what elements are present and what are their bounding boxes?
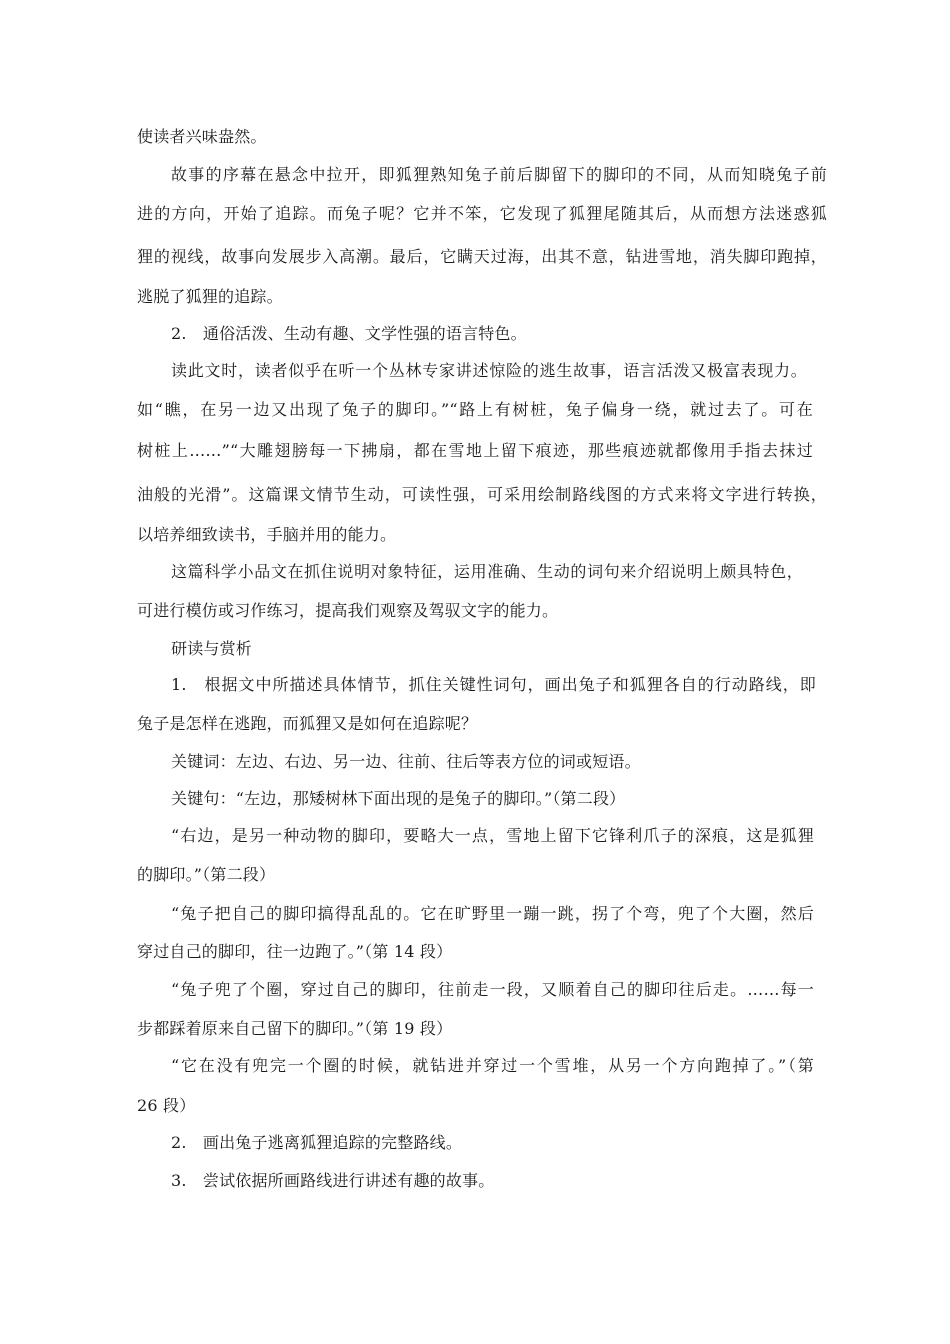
- text-line: “兔子兜了个圈，穿过自己的脚印，往前走一段，又顺着自己的脚印往后走。……每一: [171, 980, 814, 999]
- text-line: 故事的序幕在悬念中拉开，即狐狸熟知兔子前后脚留下的脚印的不同，从而知晓兔子前: [171, 165, 827, 184]
- text-line: 使读者兴味盎然。: [137, 127, 267, 146]
- text-line: 可进行模仿或习作练习，提高我们观察及驾驭文字的能力。: [137, 601, 559, 620]
- text-line: 这篇科学小品文在抓住说明对象特征，运用准确、生动的词句来介绍说明上颇具特色，: [171, 562, 803, 581]
- text-line: 进的方向，开始了追踪。而兔子呢？它并不笨，它发现了狐狸尾随其后，从而想方法迷惑狐: [137, 204, 827, 223]
- list-item: 3. 尝试依据所画路线进行讲述有趣的故事。: [171, 1171, 495, 1190]
- text-line: 如“瞧，在另一边又出现了兔子的脚印。”“路上有树桩，兔子偏身一绕，就过去了。可在: [137, 400, 813, 419]
- text-line: “右边，是另一种动物的脚印，要略大一点，雪地上留下它锋利爪子的深痕，这是狐狸: [171, 826, 814, 845]
- list-item: 2. 画出兔子逃离狐狸追踪的完整路线。: [171, 1133, 463, 1152]
- text-line: 26 段）: [137, 1096, 196, 1115]
- text-line: 穿过自己的脚印，往一边跑了。”（第 14 段）: [137, 942, 453, 961]
- list-item: 1. 根据文中所描述具体情节，抓住关键性词句，画出兔子和狐狸各自的行动路线，即: [171, 675, 816, 694]
- text-line: 逃脱了狐狸的追踪。: [137, 287, 283, 306]
- text-line: 树桩上……”“大雕翅膀每一下拂扇，都在雪地上留下痕迹，那些痕迹就都像用手指去抹过: [137, 441, 813, 460]
- text-line: 以培养细致读书，手脑并用的能力。: [137, 525, 397, 544]
- section-heading: 研读与赏析: [171, 639, 253, 658]
- text-line: 关键词：左边、右边、另一边、往前、往后等表方位的词或短语。: [171, 752, 641, 771]
- text-line: 兔子是怎样在逃跑，而狐狸又是如何在追踪呢？: [137, 714, 478, 733]
- text-line: 步都踩着原来自己留下的脚印。”（第 19 段）: [137, 1019, 453, 1038]
- text-line: 油般的光滑”。这篇课文情节生动，可读性强，可采用绘制路线图的方式来将文字进行转换，: [137, 485, 827, 504]
- text-line: 关键句：“左边，那矮树林下面出现的是兔子的脚印。”（第二段）: [171, 789, 626, 808]
- text-line: “它在没有兜完一个圈的时候，就钻进并穿过一个雪堆，从另一个方向跑掉了。”（第: [171, 1056, 814, 1075]
- text-line: “兔子把自己的脚印搞得乱乱的。它在旷野里一蹦一跳，拐了个弯，兜了个大圈，然后: [171, 904, 814, 923]
- text-line: 读此文时，读者似乎在听一个丛林专家讲述惊险的逃生故事，语言活泼又极富表现力。: [171, 361, 807, 380]
- text-line: 狸的视线，故事向发展步入高潮。最后，它瞒天过海，出其不意，钻进雪地，消失脚印跑掉，: [137, 247, 827, 266]
- list-item: 2. 通俗活泼、生动有趣、文学性强的语言特色。: [171, 324, 527, 343]
- text-line: 的脚印。”（第二段）: [137, 865, 276, 884]
